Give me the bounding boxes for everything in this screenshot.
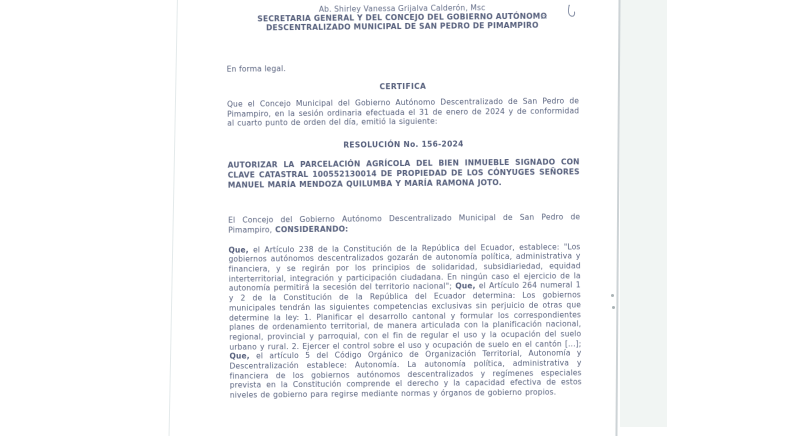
scan-speck <box>612 306 615 309</box>
document-header-line-1: SECRETARIA GENERAL Y DEL CONCEJO DEL GOBIERNO AUTÓNOMO <box>257 11 548 24</box>
resolution-title-paragraph: AUTORIZAR LA PARCELACIÓN AGRÍCOLA DEL BIEN INMUEBLE SIGNADO CON CLAVE CATASTRAL 100552130014 DE PROPIEDAD DE LOS CÓNYUGES SEÑORES MANUEL MARÍA MENDOZA QUILUMBA Y MARÍA RAMONA JOTO. <box>227 157 580 190</box>
scanner-bed-strip <box>620 0 667 427</box>
pen-dash-icon <box>541 15 548 20</box>
scan-speck <box>611 294 614 297</box>
page-left-edge <box>169 0 178 436</box>
certifica-paragraph: Que el Concejo Municipal del Gobierno Autónomo Descentralizado de San Pedro de Pimampiro, en la sesión ordinaria efectuada el 31 de enero de 2024 y de conformidad al cuarto punto de orden del día, emitió la siguiente: <box>227 96 580 129</box>
pen-tick-icon <box>566 4 578 22</box>
document-header-line-2: DESCENTRALIZADO MUNICIPAL DE SAN PEDRO DE PIMAMPIRO <box>265 20 539 33</box>
considerando-clauses-paragraph: Que, el Artículo 238 de la Constitución de la República del Ecuador, establece: "Los gobiernos autónomos descentralizados gozarán de autonomía política, administrativa y financiera, y se regirán por los principios de solidaridad, subsidiariedad, equidad interterritorial, integración y participación ciudadana. En ningún caso el ejercicio de la autonomía permitirá la secesión del territorio nacional"; Que, el Artículo 264 numeral 1 y 2 de la Constitución de la República del Ecuador determina: Los gobiernos municipales tendrán las siguientes competencias exclusivas sin perjuicio de otras que determine la ley: 1. Planificar el desarrollo cantonal y formular los correspondientes planes de ordenamiento territorial, de manera articulada con la planificación nacional, regional, provincial y parroquial, con el fin de regular el uso y la ocupación del suelo urbano y rural. 2. Ejercer el control sobre el uso y ocupación de suelo en el cantón [...]; Que, el artículo 5 del Código Orgánico de Organización Territorial, Autonomía y Descentralización establece: Autonomía. La autonomía política, administrativa y financiera de los gobiernos autónomos descentralizados y regímenes especiales prevista en la Constitución comprende el derecho y la capacidad efectiva de estos niveles de gobierno para regirse mediante normas y órganos de gobierno propios. <box>228 241 582 400</box>
scanned-document-page <box>226 2 582 400</box>
legal-note: En forma legal. <box>226 64 286 74</box>
certifica-heading: CERTIFICA <box>379 81 427 92</box>
signatory-line: Ab. Shirley Vanessa Grijalva Calderón, Msc <box>318 3 486 14</box>
resolution-number-heading: RESOLUCIÓN No. 156-2024 <box>343 139 464 150</box>
considerando-intro-paragraph: El Concejo del Gobierno Autónomo Descentralizado Municipal de San Pedro de Pimampiro, CONSIDERANDO: <box>228 212 581 235</box>
